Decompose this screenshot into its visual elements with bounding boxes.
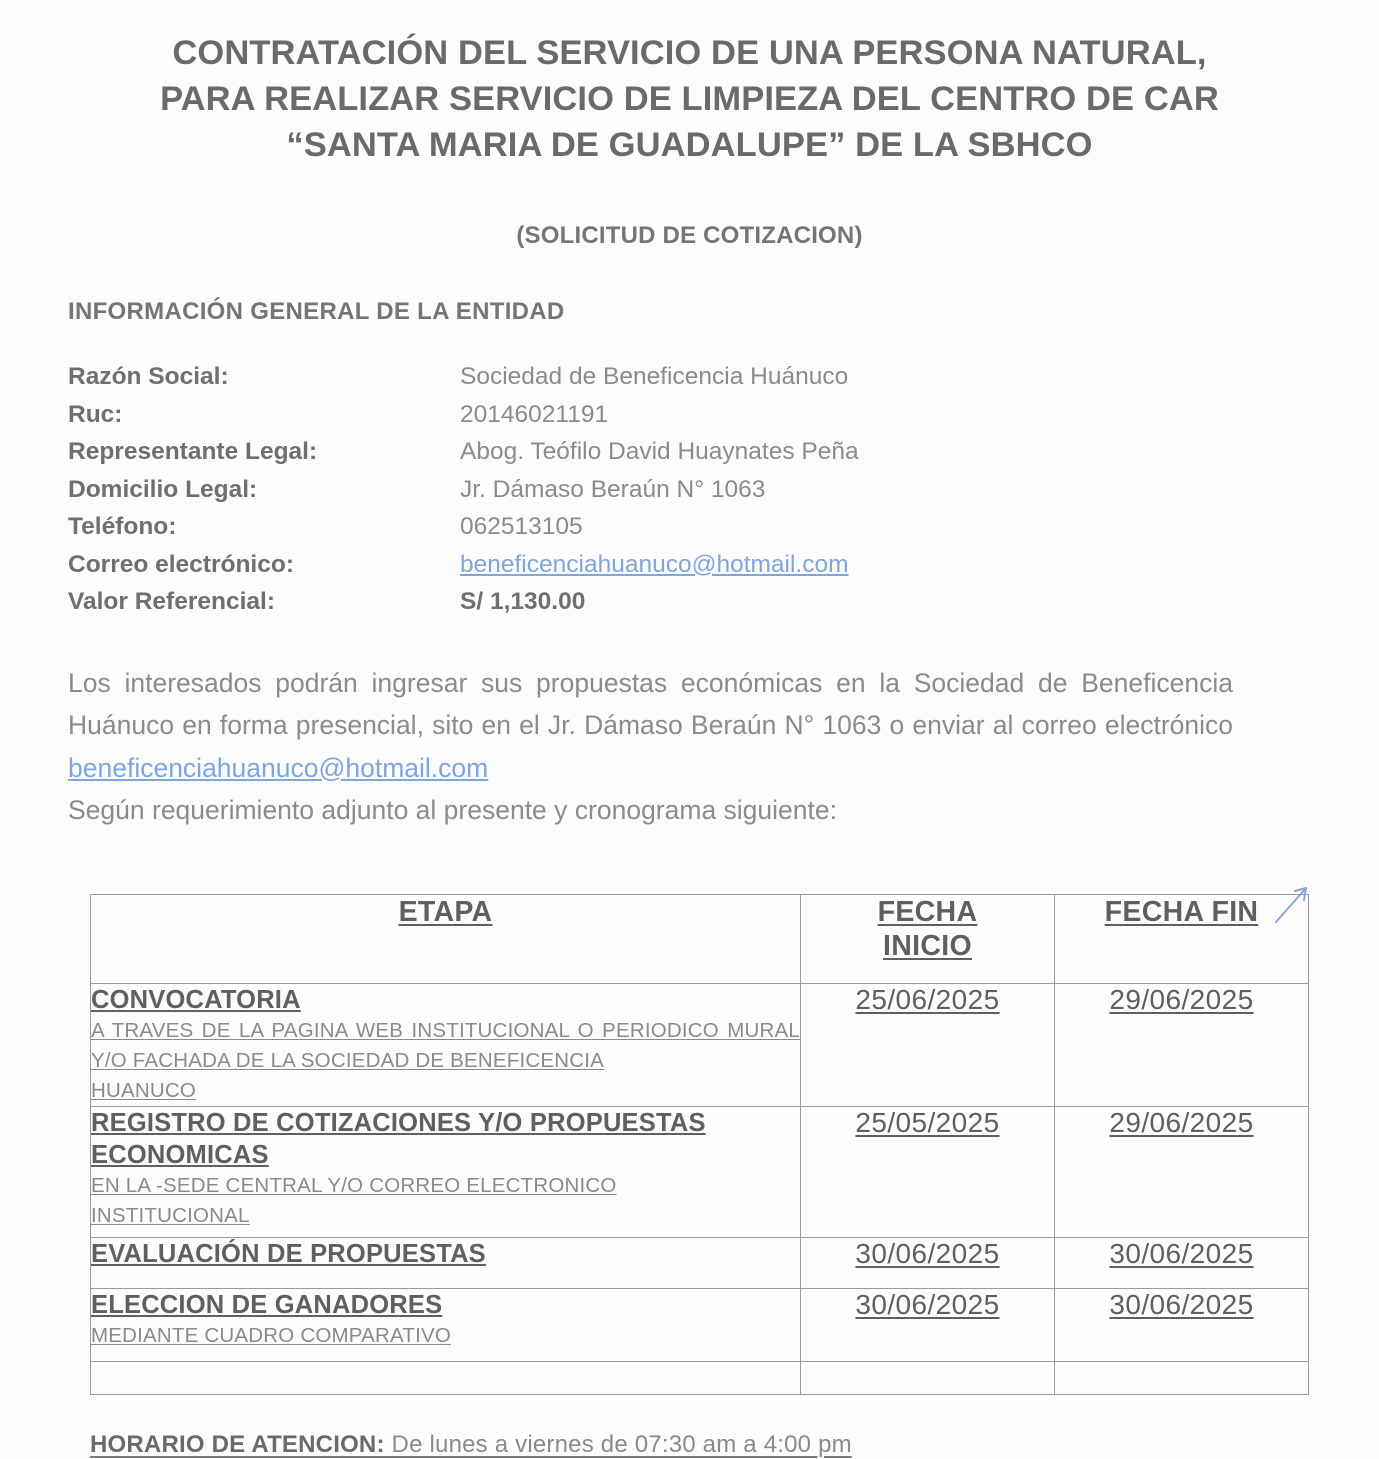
- column-header-fecha-inicio: [801, 894, 1055, 983]
- value-representante-legal: Abog. Teófilo David Huaynates Peña: [460, 438, 859, 465]
- label-ruc: Ruc:: [68, 400, 123, 428]
- label-representante-legal: Representante Legal:: [68, 438, 318, 465]
- email-link-inline[interactable]: beneficenciahuanuco@hotmail.com: [68, 752, 489, 783]
- instructions-text-part-2: Según requerimiento adjunto al presente y cronograma siguiente:: [68, 795, 837, 825]
- value-razon-social: Sociedad de Beneficencia Huánuco: [460, 363, 849, 390]
- column-header-fecha-fin-label: FECHA FIN: [1104, 895, 1259, 928]
- horario-atencion: [68, 1395, 1311, 1459]
- label-telefono: Teléfono:: [68, 513, 177, 540]
- cell-fecha-inicio: [801, 983, 1055, 1106]
- etapa-detail-tail: HUANUCO: [91, 1078, 197, 1102]
- label-valor-referencial: Valor Referencial:: [68, 588, 275, 615]
- cell-etapa-registro-cotizaciones: [91, 1106, 801, 1237]
- fecha-fin-value: 29/06/2025: [1109, 1106, 1254, 1138]
- table-row: [91, 1288, 1309, 1361]
- column-header-fecha-inicio-label: FECHA INICIO: [877, 895, 978, 962]
- etapa-detail-tail: INSTITUCIONAL: [91, 1203, 250, 1227]
- cell-etapa-convocatoria: [91, 983, 801, 1106]
- cell-fecha-fin: [1055, 983, 1309, 1106]
- etapa-title: EVALUACIÓN DE PROPUESTAS: [91, 1239, 486, 1268]
- column-header-etapa: [91, 894, 801, 983]
- column-header-etapa-label: ETAPA: [398, 895, 493, 928]
- horario-label: HORARIO DE ATENCION:: [90, 1430, 385, 1458]
- value-domicilio-legal: Jr. Dámaso Beraún N° 1063: [460, 475, 766, 503]
- cell-fecha-inicio: [801, 1106, 1055, 1237]
- cronograma-table-wrapper: [90, 894, 1308, 1395]
- section-heading-entity-info: INFORMACIÓN GENERAL DE LA ENTIDAD: [68, 298, 565, 325]
- cell-empty-fecha-fin: [1055, 1361, 1309, 1394]
- table-row: [91, 983, 1309, 1106]
- label-razon-social: Razón Social:: [68, 363, 229, 390]
- cell-fecha-inicio: [801, 1237, 1055, 1288]
- etapa-detail: A TRAVES DE LA PAGINA WEB INSTITUCIONAL O PERIODICO MURAL Y/O FACHADA DE LA SOCIEDAD DE BENEFICENCIA: [91, 1018, 800, 1072]
- cell-fecha-inicio: [801, 1288, 1055, 1361]
- cronograma-table-head: [91, 894, 1309, 983]
- fecha-fin-value: 29/06/2025: [1109, 983, 1254, 1015]
- cell-empty-etapa: [91, 1361, 801, 1394]
- title-line-3: “SANTA MARIA DE GUADALUPE” DE LA SBHCO: [286, 126, 1093, 164]
- etapa-title: REGISTRO DE COTIZACIONES Y/O PROPUESTAS ECONOMICAS: [91, 1108, 706, 1169]
- table-row: [91, 1106, 1309, 1237]
- fecha-inicio-value: 30/06/2025: [855, 1237, 1000, 1269]
- etapa-title: ELECCION DE GANADORES: [91, 1290, 443, 1319]
- value-valor-referencial: S/ 1,130.00: [460, 588, 586, 615]
- table-header-row: [91, 894, 1309, 983]
- cell-etapa-eleccion-ganadores: [91, 1288, 801, 1361]
- document-subtitle: (SOLICITUD DE COTIZACION): [516, 222, 863, 249]
- fecha-fin-value: 30/06/2025: [1109, 1288, 1254, 1320]
- cell-fecha-fin: [1055, 1288, 1309, 1361]
- value-correo-electronico: [460, 546, 1311, 584]
- horario-inner: [90, 1431, 852, 1459]
- email-link[interactable]: beneficenciahuanuco@hotmail.com: [460, 550, 849, 578]
- label-domicilio-legal: Domicilio Legal:: [68, 475, 258, 503]
- page-title: [68, 0, 1311, 168]
- cell-empty-fecha-inicio: [801, 1361, 1055, 1394]
- value-ruc: 20146021191: [460, 400, 609, 428]
- cell-fecha-fin: [1055, 1106, 1309, 1237]
- instructions-paragraph: [68, 621, 1233, 832]
- cronograma-table-body: [91, 983, 1309, 1394]
- cronograma-table: [90, 894, 1309, 1395]
- cell-fecha-fin: [1055, 1237, 1309, 1288]
- cell-etapa-evaluacion-propuestas: [91, 1237, 801, 1288]
- title-line-1: CONTRATACIÓN DEL SERVICIO DE UNA PERSONA NATURAL,: [172, 34, 1207, 72]
- etapa-title: CONVOCATORIA: [91, 985, 301, 1014]
- instructions-text-part-1: Los interesados podrán ingresar sus propuestas económicas en la Sociedad de Beneficencia Huánuco en forma presencial, sito en el Jr. Dámaso Beraún N° 1063 o enviar al correo electrónico: [68, 667, 1233, 740]
- horario-value: De lunes a viernes de 07:30 am a 4:00 pm: [384, 1430, 852, 1458]
- fecha-inicio-value: 25/06/2025: [855, 983, 1000, 1015]
- label-correo-electronico: Correo electrónico:: [68, 550, 294, 578]
- fecha-inicio-value: 25/05/2025: [855, 1106, 1000, 1138]
- etapa-detail: EN LA -SEDE CENTRAL Y/O CORREO ELECTRONICO: [91, 1173, 617, 1197]
- entity-information-list: [68, 326, 1311, 621]
- value-telefono: 062513105: [460, 513, 583, 540]
- fecha-fin-value: 30/06/2025: [1109, 1237, 1254, 1269]
- table-row-empty: [91, 1361, 1309, 1394]
- etapa-detail: MEDIANTE CUADRO COMPARATIVO: [91, 1323, 451, 1347]
- column-header-fecha-fin: [1055, 894, 1309, 983]
- fecha-inicio-value: 30/06/2025: [855, 1288, 1000, 1320]
- title-line-2: PARA REALIZAR SERVICIO DE LIMPIEZA DEL CENTRO DE CAR: [160, 80, 1219, 118]
- table-row: [91, 1237, 1309, 1288]
